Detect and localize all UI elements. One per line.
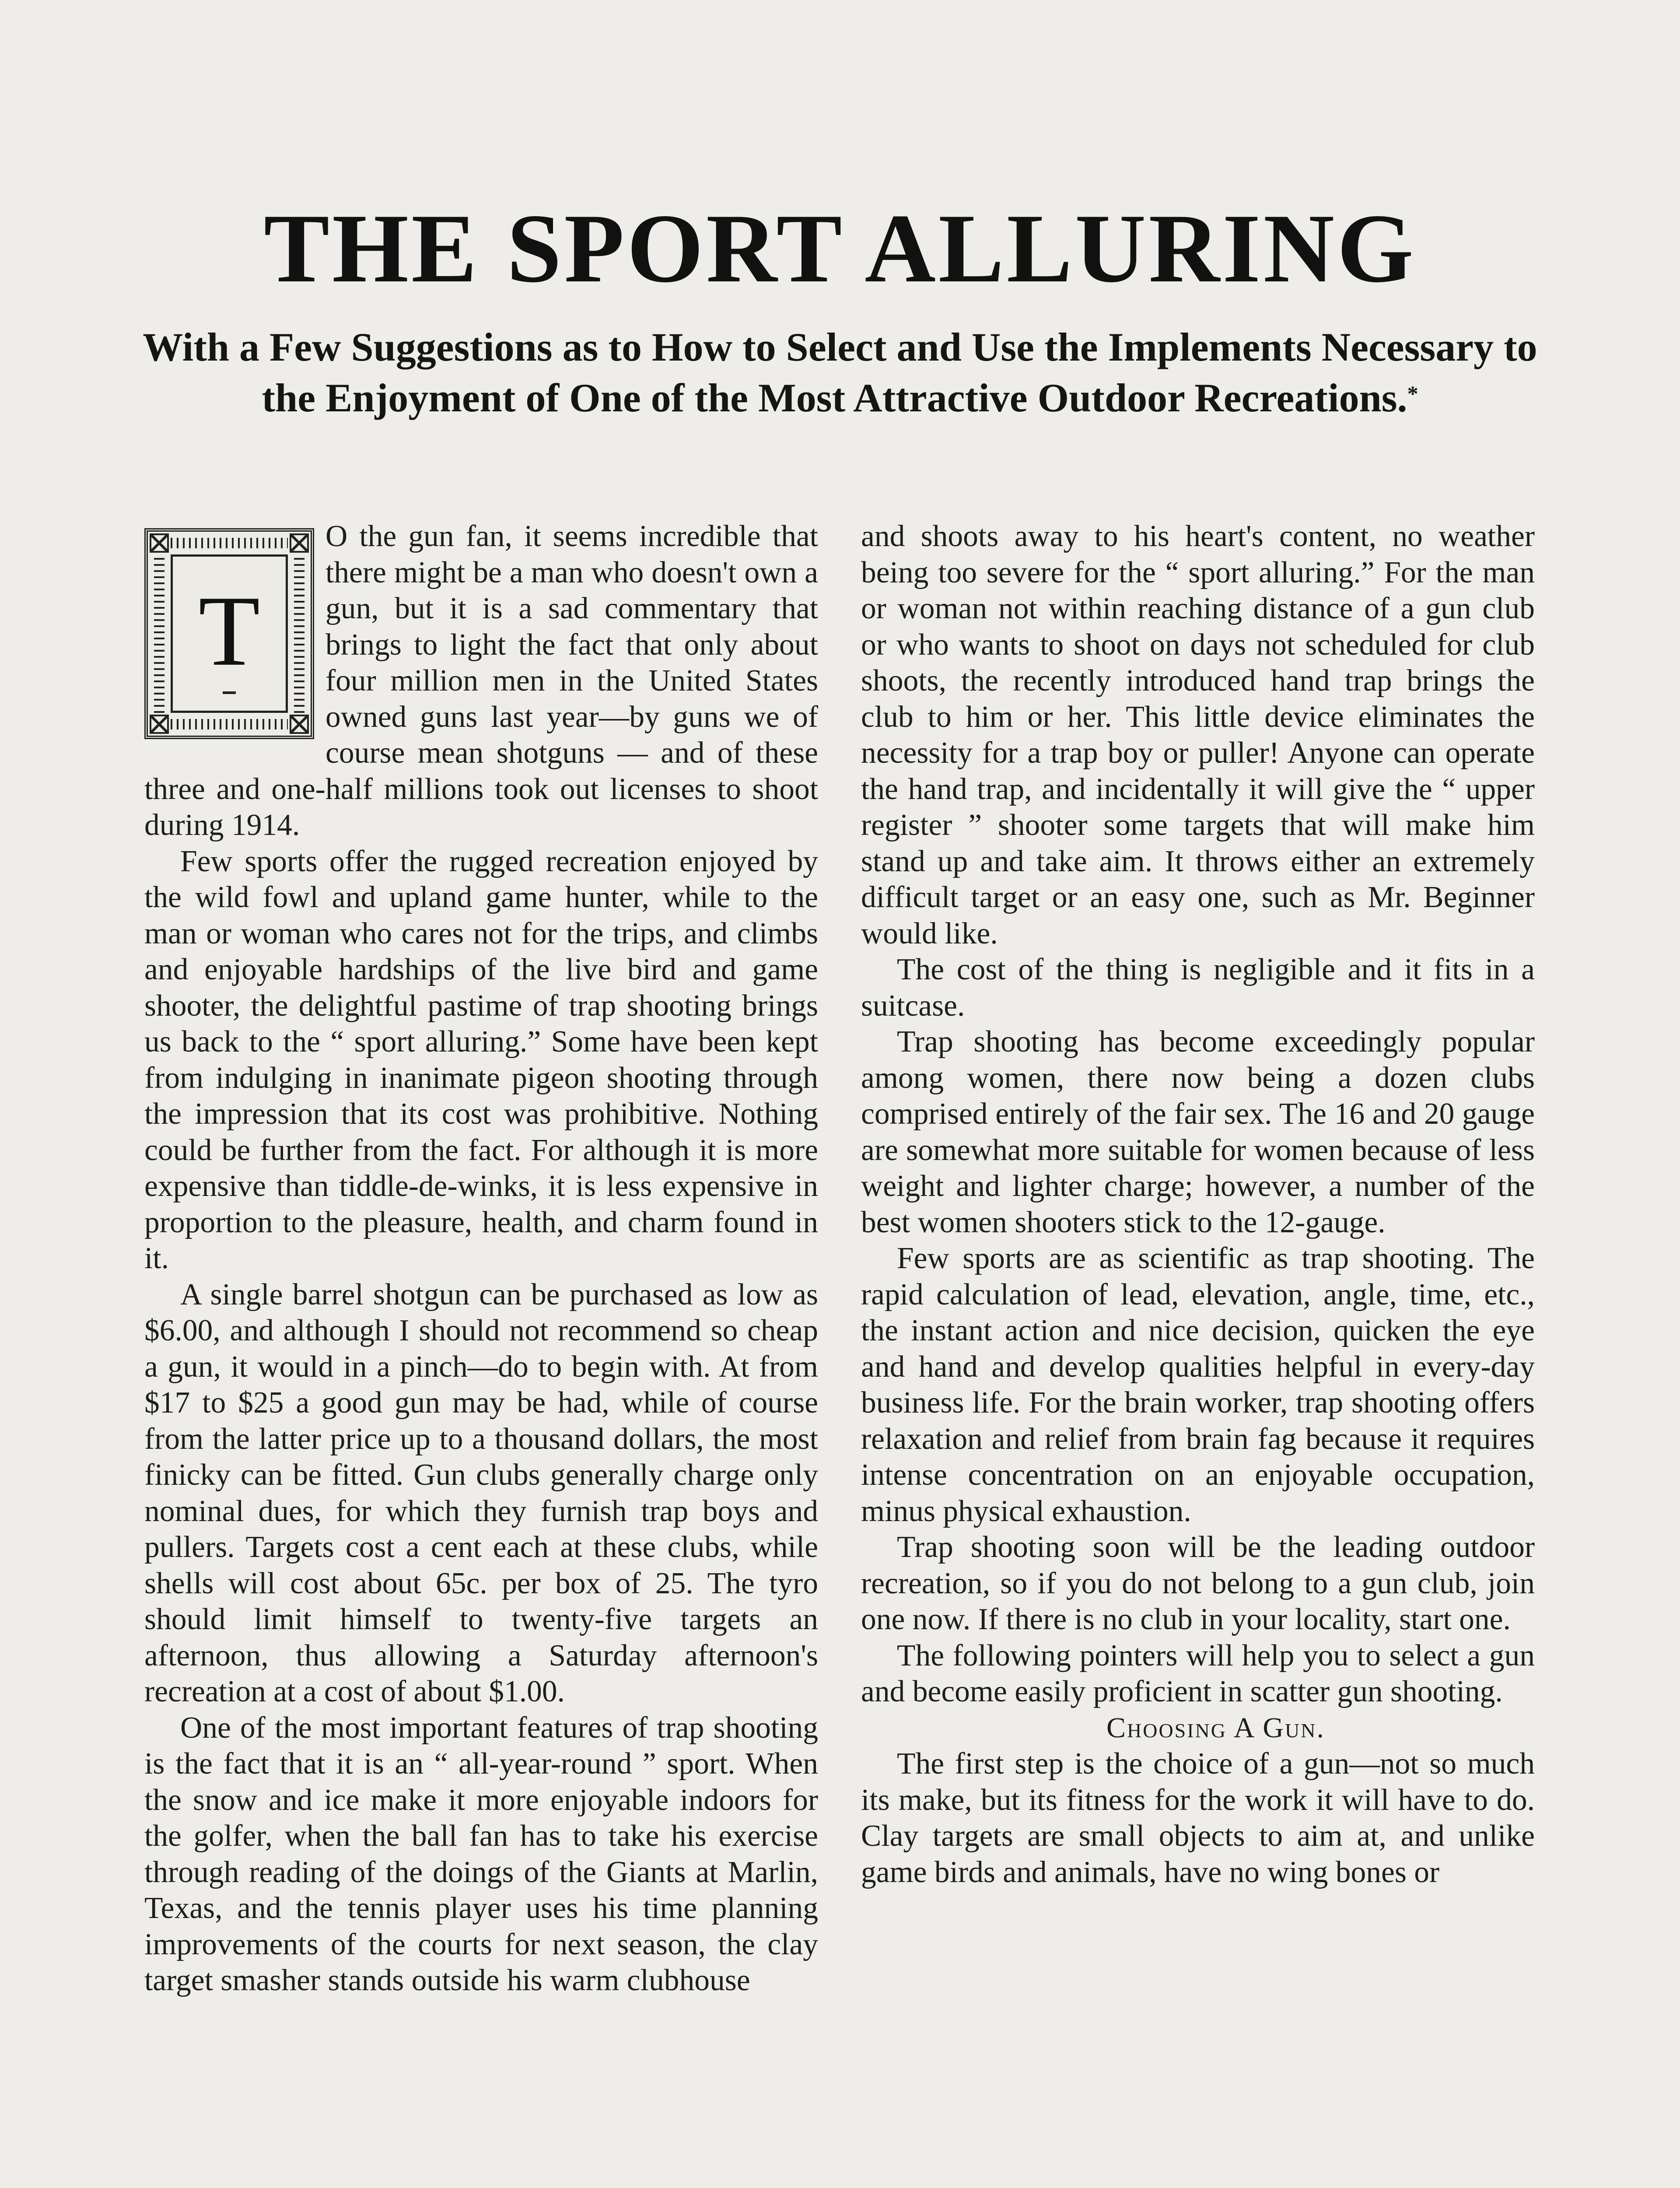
ornament-band [294, 554, 304, 713]
paragraph: One of the most important features of trap shooting is the fact that it is an “ all-year-round ” sport. When the snow and ice make it more enjoyable indoors for the golfer, when the ball fan has to take his exercise through reading of the doings of the Giants at Marlin, Texas, and the tennis player uses his time planning improvements of the courts for next season, the clay target smasher stands outside his warm clubhouse [144, 1711, 818, 1997]
drop-cap-dash [223, 691, 236, 694]
paragraph: A single barrel shotgun can be purchased as low as $6.00, and although I should not recommend so cheap a gun, it would in a pinch—do to begin with. At from $17 to $25 a good gun may be had, while of course from the latter price up to a thousand dollars, the most finicky can be fitted. Gun clubs generally charge only nominal dues, for which they furnish trap boys and pullers. Targets cost a cent each at these clubs, while shells will cost about 65c. per box of 25. The tyro should limit himself to twenty-five targets an afternoon, thus allowing a Saturday afternoon's recreation at a cost of about $1.00. [144, 1277, 818, 1708]
paragraph: The first step is the choice of a gun—not so much its make, but its fitness for the work it will have to do. Clay targets are small objects to aim at, and unlike game birds and animals, have no wing bones or [861, 1747, 1535, 1889]
ornament-band [171, 538, 288, 548]
paragraph: O the gun fan, it seems incredible that there might be a man who doesn't own a gun, but it is a sad commentary that brings to light the fact that only about four million men in the United States owned guns last year—by guns we of course mean shotguns — and of these three and one-half millions took out licenses to shoot during 1914. [144, 519, 818, 842]
ornament-band [154, 554, 164, 713]
left-column [144, 519, 818, 1999]
paragraph: The cost of the thing is negligible and it fits in a suitcase. [861, 953, 1535, 1023]
paragraph: Trap shooting has become exceedingly popular among women, there now being a dozen clubs comprised entirely of the fair sex. The 16 and 20 gauge are somewhat more suitable for women because of less weight and lighter charge; however, a number of the best women shooters stick to the 12-gauge. [861, 1025, 1535, 1239]
paragraph: Trap shooting soon will be the leading outdoor recreation, so if you do not belong to a gun club, join one now. If there is no club in your locality, start one. [861, 1530, 1535, 1636]
drop-cap-frame [171, 554, 288, 713]
ornament-corner-icon [150, 533, 169, 553]
drop-cap-letter: T [198, 575, 260, 687]
ornament-corner-icon [290, 533, 309, 553]
right-column [861, 519, 1535, 1890]
ornament-band [171, 719, 288, 729]
paragraph: Few sports offer the rugged recreation enjoyed by the wild fowl and upland game hunter, while to the man or woman who cares not for the trips, and climbs and enjoyable hardships of the live bird and game shooter, the delightful pastime of trap shooting brings us back to the “ sport alluring.” Some have been kept from indulging in inanimate pigeon shooting through the impression that its cost was prohibitive. Nothing could be further from the fact. For although it is more expensive than tiddle-de-winks, it is less expensive in proportion to the pleasure, health, and charm found in it. [144, 844, 818, 1275]
subtitle-text: With a Few Suggestions as to How to Select and Use the Implements Necessary to the Enjoyment of One of the Most Attractive Outdoor Recreations. [143, 325, 1537, 420]
paragraph: The following pointers will help you to select a gun and become easily proficient in scatter gun shooting. [861, 1638, 1535, 1708]
footnote-mark: * [1407, 381, 1418, 406]
ornament-corner-icon [290, 715, 309, 734]
drop-cap-ornament [144, 528, 314, 739]
article-title: THE SPORT ALLURING [263, 193, 1417, 303]
section-heading: Choosing A Gun. [1106, 1711, 1325, 1744]
ornament-corner-icon [150, 715, 169, 734]
paragraph-continued: and shoots away to his heart's content, no weather being too severe for the “ sport alluring.” For the man or woman not within reaching distance of a gun club or who wants to shoot on days not scheduled for club shoots, the recently introduced hand trap brings the club to him or her. This little device eliminates the necessity for a trap boy or puller! Anyone can operate the hand trap, and incidentally it will give the “ upper register ” shooter some targets that will make him stand up and take aim. It throws either an extremely difficult target or an easy one, such as Mr. Beginner would like. [861, 519, 1535, 950]
paragraph: Few sports are as scientific as trap shooting. The rapid calculation of lead, elevation, angle, time, etc., the instant action and nice decision, quicken the eye and hand and develop qualities helpful in every-day business life. For the brain worker, trap shooting offers relaxation and relief from brain fag because it requires intense concentration on an enjoyable occupation, minus physical exhaustion. [861, 1241, 1535, 1528]
article-subtitle [131, 322, 1549, 423]
